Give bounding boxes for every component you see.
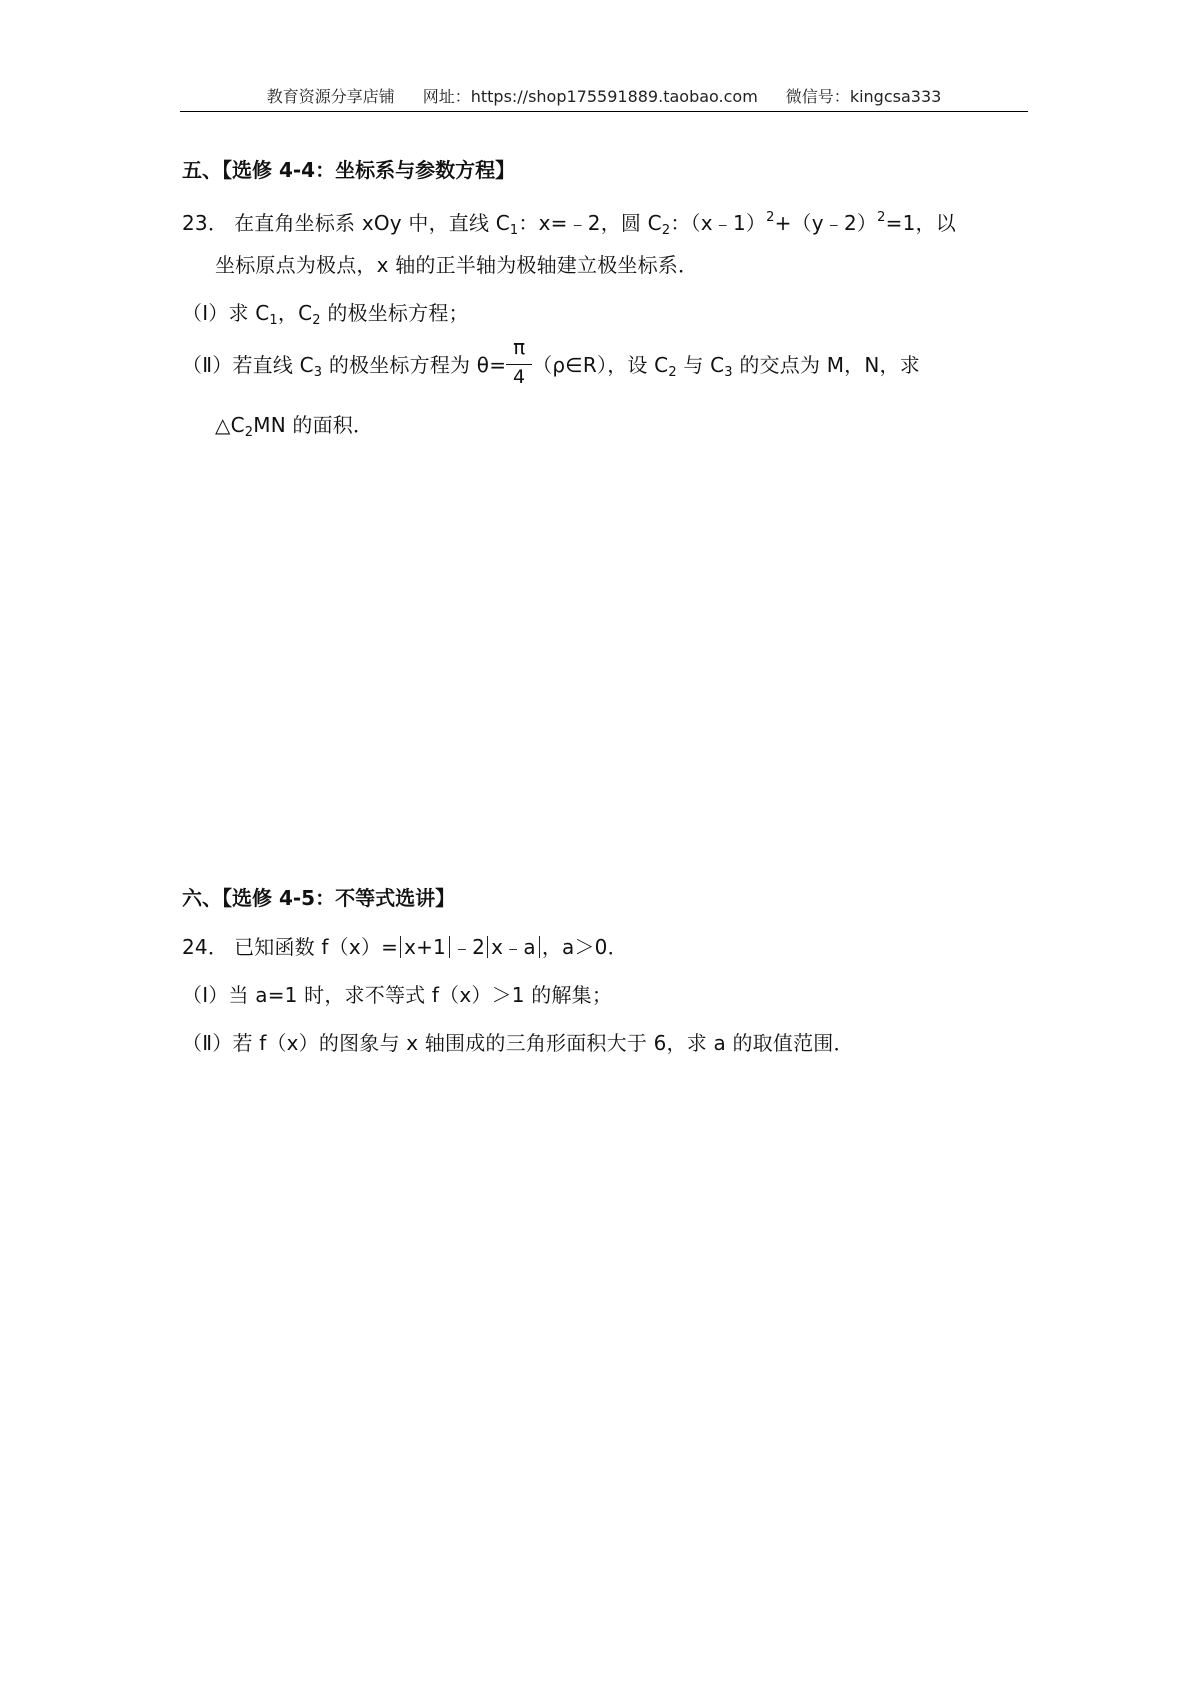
- q23-stem-text: 在直角坐标系 xOy 中，直线 C: [234, 211, 510, 235]
- q23-part2-text: 与 C: [676, 353, 725, 377]
- fraction-bar: [506, 364, 532, 365]
- subscript: 1: [509, 223, 519, 238]
- q24-stem: [182, 932, 628, 962]
- subscript: 3: [724, 365, 733, 380]
- q24-stem-text: ﹣2: [451, 935, 486, 959]
- q24-part2: （Ⅱ）若 f（x）的图象与 x 轴围成的三角形面积大于 6，求 a 的取值范围．: [182, 1031, 854, 1055]
- q23-number: 23．: [182, 211, 229, 235]
- q23-part2-text: （Ⅱ）若直线 C: [182, 353, 314, 377]
- q24-stem-text: ，a＞0．: [541, 935, 628, 959]
- subscript: 2: [244, 425, 254, 440]
- q23-part2-line1: [182, 334, 920, 388]
- subscript: 2: [312, 313, 321, 328]
- superscript: 2: [877, 210, 886, 225]
- section-6-title: 六、【选修 4-5：不等式选讲】: [182, 886, 456, 910]
- pi-over-4-fraction: [506, 334, 532, 388]
- q23-part1-text: 的极坐标方程；: [320, 301, 469, 325]
- header-divider: [180, 111, 1028, 112]
- fraction-numerator: π: [513, 334, 526, 359]
- q23-stem-text: ：（x﹣1）: [670, 211, 767, 235]
- absolute-value: x﹣a: [487, 936, 540, 958]
- section-5-title: 五、【选修 4-4：坐标系与参数方程】: [182, 158, 516, 182]
- q23-part2-text: △C: [215, 413, 245, 437]
- subscript: 2: [668, 365, 677, 380]
- header-url[interactable]: https://shop175591889.taobao.com: [470, 87, 758, 106]
- q23-part1-text: ，C: [277, 301, 313, 325]
- header-store: 教育资源分享店铺: [266, 87, 395, 106]
- fraction-denominator: 4: [513, 365, 526, 388]
- q23-stem-line2: 坐标原点为极点，x 轴的正半轴为极轴建立极坐标系．: [215, 253, 699, 277]
- header-wechat-label: 微信号：: [785, 87, 850, 106]
- q23-part2-text: MN 的面积．: [253, 413, 374, 437]
- q24-part1: （Ⅰ）当 a=1 时，求不等式 f（x）＞1 的解集；: [182, 983, 613, 1007]
- q23-stem-line1: [182, 203, 956, 246]
- q23-stem-text: ：x=﹣2，圆 C: [518, 211, 662, 235]
- q23-part2-text: （ρ∈R），设 C: [532, 353, 669, 377]
- q23-part2-text: 的交点为 M，N，求: [732, 353, 920, 377]
- q24-number: 24．: [182, 935, 229, 959]
- absolute-value: x+1: [400, 936, 450, 958]
- subscript: 3: [313, 365, 323, 380]
- page-header: [180, 82, 1028, 112]
- q23-part1-text: （Ⅰ）求 C: [182, 301, 270, 325]
- q23-part2-text: 的极坐标方程为 θ=: [322, 353, 507, 377]
- q23-part1: [182, 298, 469, 336]
- q23-part2-line2: [215, 410, 373, 448]
- header-wechat: kingcsa333: [849, 87, 942, 106]
- q24-stem-text: 已知函数 f（x）=: [234, 935, 399, 959]
- subscript: 1: [269, 313, 278, 328]
- q23-stem-text: =1，以: [885, 211, 956, 235]
- superscript: 2: [766, 210, 775, 225]
- header-url-label: 网址：: [422, 87, 471, 106]
- q23-stem-text: +（y﹣2）: [774, 211, 878, 235]
- subscript: 2: [661, 223, 671, 238]
